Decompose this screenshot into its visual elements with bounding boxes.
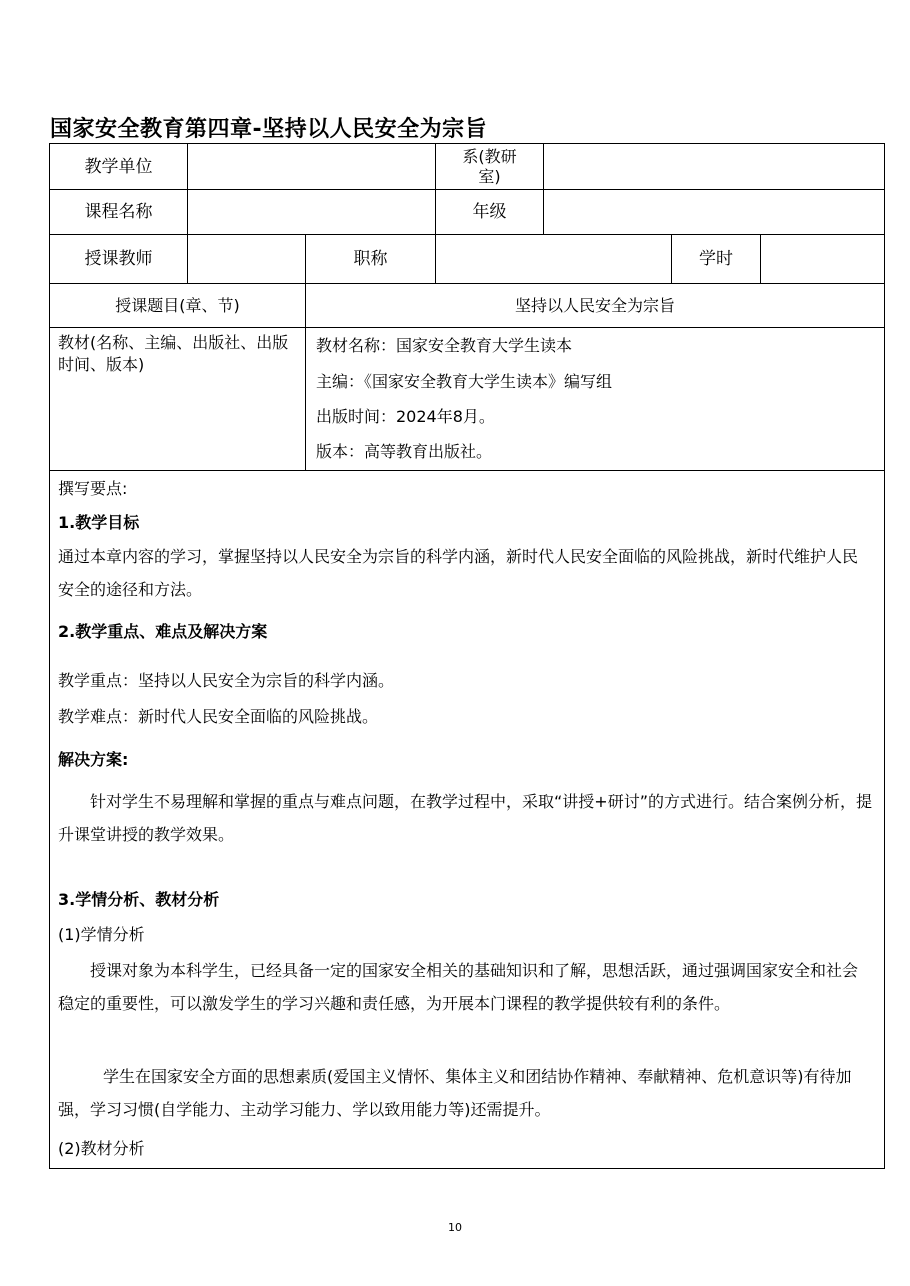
section-heading: 3.学情分析、教材分析 — [58, 890, 220, 909]
teaching-unit-value — [188, 144, 435, 189]
difficulty-text: 教学难点：新时代人民安全面临的风险挑战。 — [58, 707, 379, 726]
teacher-value — [188, 235, 305, 283]
position-label: 职称 — [353, 249, 388, 269]
textbook-edition: 版本：高等教育出版社。 — [316, 442, 493, 461]
subsection-heading: (1)学情分析 — [58, 925, 145, 944]
dept-label: 系(教研室) — [462, 146, 517, 186]
textbook-editor: 主编：《国家安全教育大学生读本》编写组 — [316, 372, 613, 391]
writing-points-label: 撰写要点: — [58, 479, 128, 498]
page-title: 国家安全教育第四章-坚持以人民安全为宗旨 — [50, 117, 488, 142]
section-heading: 1.教学目标 — [58, 513, 140, 532]
grade-value — [544, 190, 884, 234]
key-point-text: 教学重点：坚持以人民安全为宗旨的科学内涵。 — [58, 671, 395, 690]
grade-label: 年级 — [472, 202, 507, 222]
dept-value — [544, 144, 884, 189]
position-value — [436, 235, 671, 283]
paragraph: 学生在国家安全方面的思想素质(爱国主义情怀、集体主义和团结协作精神、奉献精神、危机意识等)有待加强，学习习惯(自学能力、主动学习能力、学以致用能力等)还需提升。 — [58, 1067, 852, 1119]
textbook-label: 教材(名称、主编、出版社、出版时间、版本) — [58, 333, 289, 374]
course-name-label: 课程名称 — [84, 202, 153, 222]
hours-value — [761, 235, 884, 283]
hours-label: 学时 — [699, 249, 733, 269]
paragraph: 通过本章内容的学习，掌握坚持以人民安全为宗旨的科学内涵，新时代人民安全面临的风险挑战，新时代维护人民安全的途径和方法。 — [58, 547, 859, 599]
teaching-unit-label: 教学单位 — [84, 156, 153, 177]
paragraph: 针对学生不易理解和掌握的重点与难点问题，在教学过程中，采取“讲授+研讨”的方式进行。结合案例分析，提升课堂讲授的教学效果。 — [58, 792, 872, 844]
textbook-date: 出版时间：2024年8月。 — [316, 407, 495, 426]
page-number: 10 — [448, 1221, 462, 1234]
subsection-heading: (2)教材分析 — [58, 1139, 145, 1158]
textbook-name: 教材名称：国家安全教育大学生读本 — [316, 336, 573, 355]
solution-heading: 解决方案: — [58, 750, 129, 769]
course-name-value — [188, 190, 435, 234]
topic-value: 坚持以人民安全为宗旨 — [514, 295, 675, 315]
teacher-label: 授课教师 — [84, 249, 153, 269]
topic-label: 授课题目(章、节) — [115, 295, 240, 315]
paragraph: 授课对象为本科学生，已经具备一定的国家安全相关的基础知识和了解，思想活跃，通过强调国家安全和社会稳定的重要性，可以激发学生的学习兴趣和责任感，为开展本门课程的教学提供较有利的条件。 — [58, 961, 859, 1013]
section-heading: 2.教学重点、难点及解决方案 — [58, 622, 268, 641]
